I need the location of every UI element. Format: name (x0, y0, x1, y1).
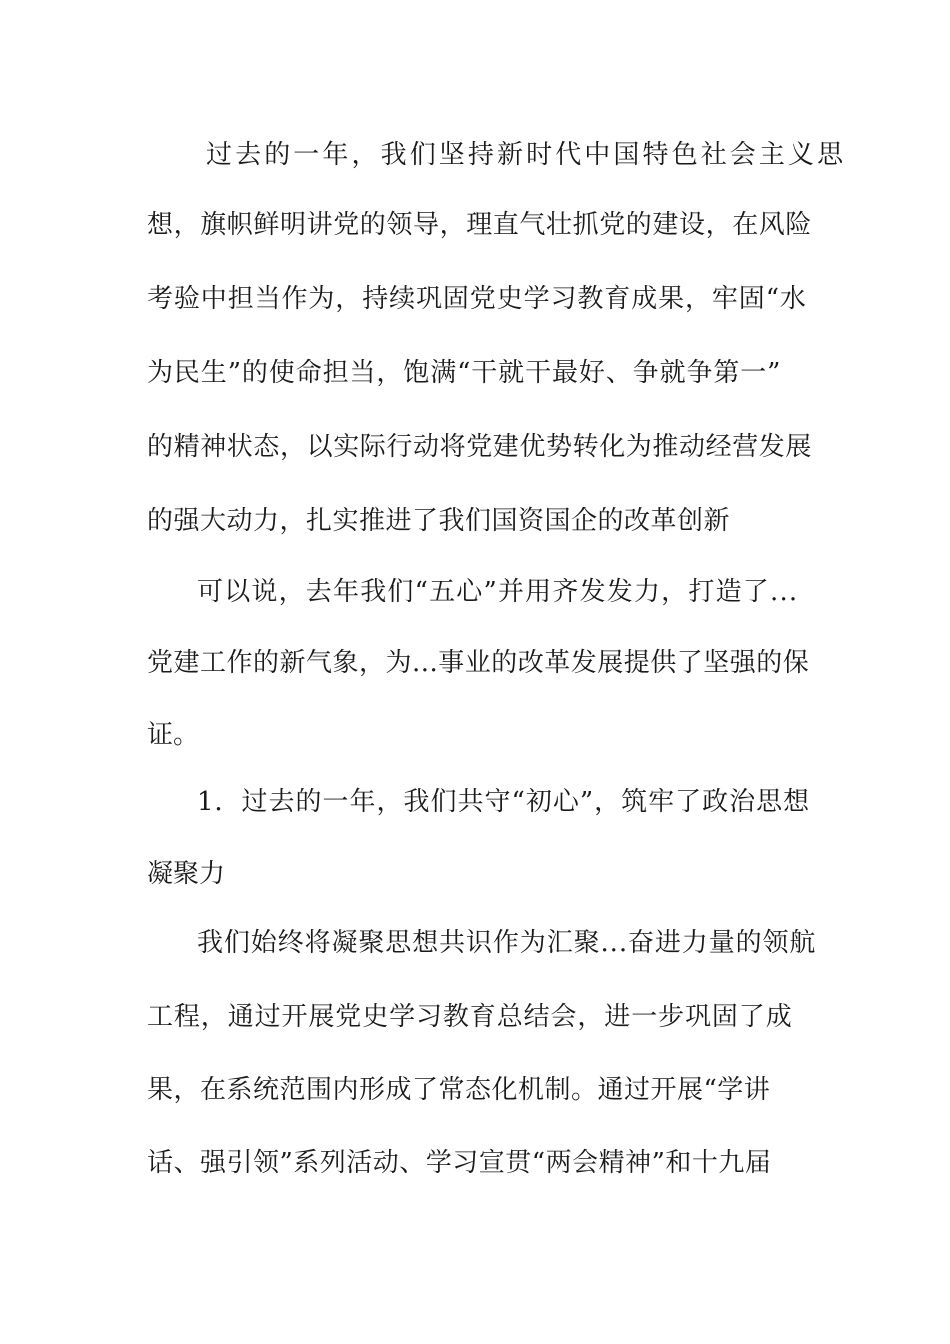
paragraph-4-line-1: 我们始终将凝聚思想共识作为汇聚...奋进力量的领航 (197, 928, 817, 958)
paragraph-1-line-5: 的精神状态，以实际行动将党建优势转化为推动经营发展 (147, 432, 813, 462)
paragraph-2-line-2: 党建工作的新气象，为...事业的改革发展提供了坚强的保 (147, 648, 810, 678)
paragraph-4-line-2: 工程，通过开展党史学习教育总结会，进一步巩固了成 (147, 1002, 793, 1032)
paragraph-1-line-6: 的强大动力，扎实推进了我们国资国企的改革创新 (147, 506, 731, 536)
section-heading-1-line-1: 1．过去的一年，我们共守“初心”，筑牢了政治思想 (197, 787, 811, 817)
paragraph-4-line-4: 话、强引领”系列活动、学习宣贯“两会精神”和十九届 (147, 1148, 772, 1178)
paragraph-1-line-1: 过去的一年，我们坚持新时代中国特色社会主义思 (206, 140, 847, 170)
paragraph-2-line-3: 证。 (147, 720, 200, 750)
paragraph-2-line-1: 可以说，去年我们“五心”并用齐发发力，打造了... (197, 577, 799, 607)
paragraph-1-line-4: 为民生”的使命担当，饱满“干就干最好、争就争第一” (147, 358, 782, 388)
section-heading-1-line-2: 凝聚力 (147, 859, 226, 889)
paragraph-1-line-3: 考验中担当作为，持续巩固党史学习教育成果，牢固“水 (147, 284, 807, 314)
paragraph-1-line-2: 想，旗帜鲜明讲党的领导，理直气壮抓党的建设，在风险 (147, 210, 813, 240)
paragraph-4-line-3: 果，在系统范围内形成了常态化机制。通过开展“学讲 (147, 1075, 771, 1105)
